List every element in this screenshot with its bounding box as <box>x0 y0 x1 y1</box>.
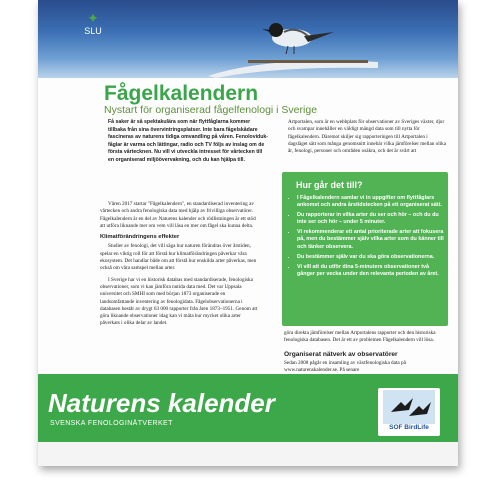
body-paragraph: I Sverige har vi en historisk databas med standardiserade, fenologiska observationer, som vi kan jämföra nutida data med. Det var Uppsala universitet och SMHI som med början 1873 organiserade en landsomfattande inventering av fenologidata. Fågelobservationerna i databasen består av drygt 63 000 rapporter från åren 1873–1951. Genom att göra liknande observationer idag kan vi mäta hur mycket olika arter påverkats i olika delar av landet. <box>100 276 258 327</box>
list-item: • Du bestämmer själv var du ska göra observationerna. <box>297 254 447 261</box>
list-item: • Du rapporterar in vilka arter du ser och hör – och du du inte ser och hör – under 5 minuter. <box>297 212 447 226</box>
body-paragraph: Sedan 2008 pågår en insamling av växtfenologiska data på www.naturenskalender.se. På senare <box>284 359 406 374</box>
slu-leaf-icon: ✦ <box>87 10 99 26</box>
column-right-top: Artportalen, som är en webbplats för observationer av Sveriges växter, djur och svampar innehåller en väldigt mängd data som till nytta för fågelkalendern. Däremot skiljer sig rapporteringen till Artportalen i dagsläget sätt som många genomsnitt innebär vilka jämförelser mellan olika år, fenologi, personer och områden osäkra, och det är svårt att <box>288 119 447 155</box>
sof-birdlife-logo <box>378 388 440 436</box>
list-item: • I Fågelkalendern samlar vi in uppgifter om flyttfåglars ankomst och andra årstidstecken på ett organiserat sätt. <box>297 195 447 209</box>
how-it-works-box <box>282 172 448 326</box>
section-heading-network: Organiserat nätverk av observatörer <box>284 350 398 358</box>
body-paragraph: Studier av fenologi, det vill säga hur naturen förändras över årstiden, spelar en viktig roll för att förstå hur klimatförändringen påverkar våra ekosystem. Det handlar både om att förstå hur enskilda arter påverkas, men också om våra samspel mellan arter. <box>100 243 257 272</box>
footer-subtitle: SVENSKA FENOLOGINÄTVERKET <box>50 420 173 427</box>
box-heading: Hur går det till? <box>296 180 363 190</box>
hand-holding-branch <box>188 46 388 78</box>
column-left <box>100 201 260 332</box>
geese-icon <box>383 390 435 424</box>
intro-paragraph: Få saker är så spektakulära som när flyttfåglarna kommer tillbaka från sina övervintringsplatser. Inte bara fågelskådare fascineras av naturens tidiga omvandling på våren. Fenoloviduk-fåglar är varma och lättingar, radio och TV följs av inslag om de första vårtecknen. Nu vill vi utveckla intresset för vårtecken till en organiserad miljöövervakning, och du kan hjälpa till. <box>108 119 268 163</box>
page-title: Fågelkalendern <box>104 82 259 105</box>
list-item: • Vi rekommenderar ett antal prioriterade arter att fokusera på, men du bestämmer själv vilka arter som du känner till och tänker observera. <box>297 229 447 250</box>
page-subtitle: Nystart för organiserad fågelfenologi i Sverige <box>104 104 318 116</box>
box-list <box>288 195 447 281</box>
column-right-bottom <box>284 330 448 374</box>
footer-title: Naturens kalender <box>48 388 275 418</box>
slu-logo <box>78 10 108 40</box>
section-heading-climate: Klimatförändringens effekter <box>100 234 180 241</box>
header-photo <box>38 0 458 78</box>
body-paragraph: göra direkta jämförelser mellan Artportalens rapporter och den historiska fenologiska databasen. Det är ett av problemen Fågelkalendern vill lösa. <box>284 330 436 344</box>
document-page <box>38 0 458 466</box>
footer-banner <box>38 374 458 442</box>
slu-logo-text: SLU <box>84 26 102 36</box>
sof-logo-text: SOF BirdLife <box>389 424 429 431</box>
page-bottom-margin <box>38 442 458 466</box>
list-item: • Vi vill att du utför dina 5-minuters observationer två gånger per vecka under den relevanta perioden av året. <box>297 264 447 278</box>
body-paragraph: Våren 2017 startar "Fågelkalendern", en standardiserad inventering av vårtecken och andra fenologiska data med hjälp av frivilliga observatörer. Fågelkalendern är en del av Naturens kalender och rödlistningen är ett stöd att utföra liknande mer om vem vill läsa en mer om fågel ska kunna delta. <box>100 201 256 229</box>
